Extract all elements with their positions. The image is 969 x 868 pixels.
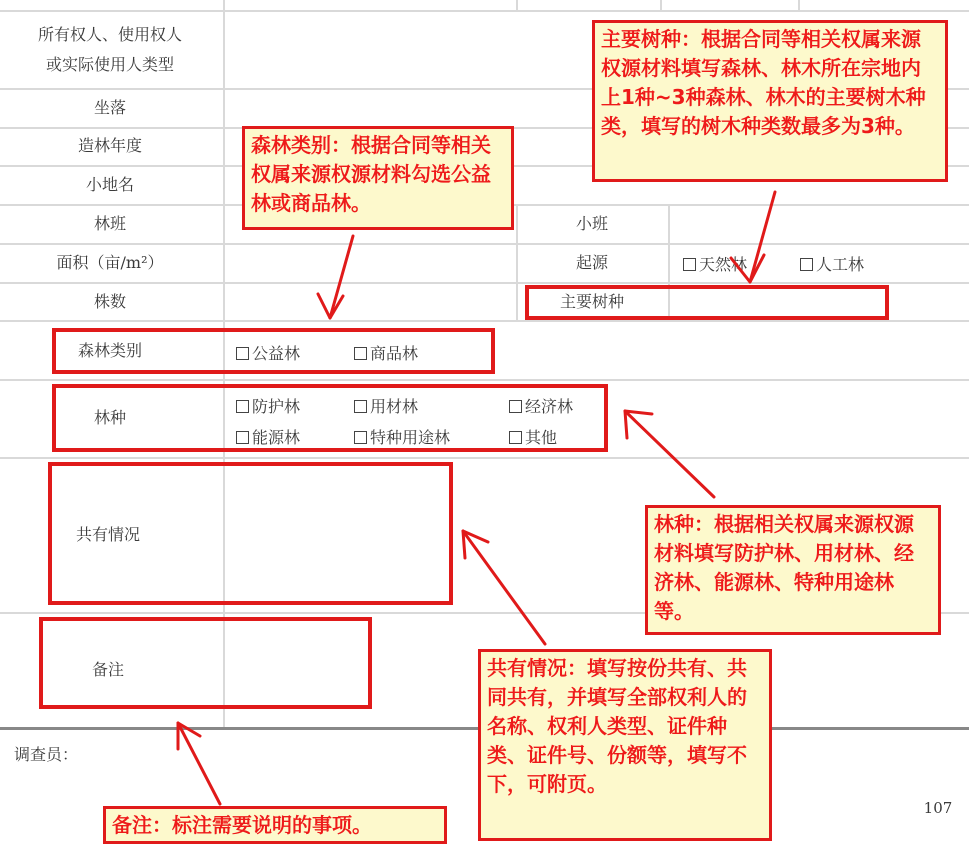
sub-class-label: 小班 (575, 214, 608, 233)
origin-natural-checkbox[interactable]: 天然林 (683, 252, 747, 275)
type-special-checkbox[interactable]: 特种用途林 (354, 425, 450, 448)
type-economic-checkbox[interactable]: 经济林 (509, 394, 573, 417)
plant-year-label: 造林年度 (77, 136, 142, 155)
remarks-note: 备注：标注需要说明的事项。 (103, 806, 447, 844)
page-number: 107 (923, 799, 953, 817)
arrow-shared (463, 531, 545, 644)
forest-category-label: 森林类别 (77, 341, 142, 360)
shared-label: 共有情况 (75, 525, 140, 544)
shared-note: 共有情况：填写按份共有、共同共有，并填写全部权利人的名称、权利人类型、证件种类、证件号、份额等，填写不下，可附页。 (478, 649, 772, 841)
type-protection-checkbox[interactable]: 防护林 (236, 394, 300, 417)
surveyor-label: 调查员： (14, 745, 79, 764)
type-timber-checkbox[interactable]: 用材林 (354, 394, 418, 417)
main-species-label: 主要树种 (559, 292, 624, 311)
remarks-label: 备注 (91, 660, 124, 679)
arrow-main-species (750, 192, 775, 282)
forest-category-note: 森林类别：根据合同等相关权属来源权源材料勾选公益林或商品林。 (242, 126, 514, 230)
arrow-forest-category (330, 236, 353, 318)
place-name-label: 小地名 (85, 175, 134, 194)
location-label: 坐落 (93, 98, 126, 117)
arrow-forest-type (625, 411, 714, 497)
type-other-checkbox[interactable]: 其他 (509, 425, 557, 448)
owner-type-label: 所有权人、使用权人 或实际使用人类型 (37, 25, 182, 74)
forest-class-label: 林班 (93, 214, 126, 233)
origin-planted-checkbox[interactable]: 人工林 (800, 252, 864, 275)
category-public-checkbox[interactable]: 公益林 (236, 341, 300, 364)
area-label: 面积（亩/m²） (56, 253, 164, 272)
origin-label: 起源 (575, 253, 608, 272)
type-energy-checkbox[interactable]: 能源林 (236, 425, 300, 448)
forest-type-label: 林种 (93, 408, 126, 427)
main-species-note: 主要树种：根据合同等相关权属来源权源材料填写森林、林木所在宗地内上1种~3种森林、林木的主要树木种类，填写的树木种类数最多为3种。 (592, 20, 948, 182)
stock-count-label: 株数 (93, 292, 126, 311)
forest-type-note: 林种：根据相关权属来源权源材料填写防护林、用材林、经济林、能源林、特种用途林等。 (645, 505, 941, 635)
category-commercial-checkbox[interactable]: 商品林 (354, 341, 418, 364)
